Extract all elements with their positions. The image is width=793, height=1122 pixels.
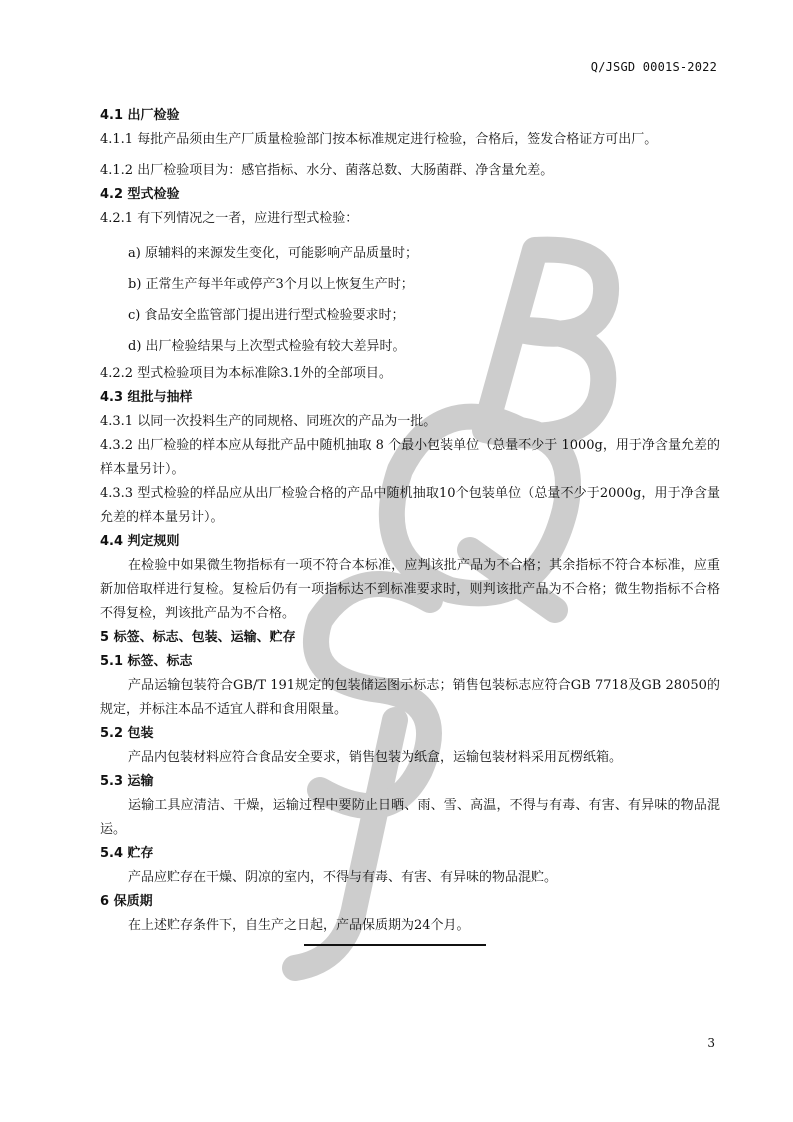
clause: 4.3.1 以同一次投料生产的同规格、同班次的产品为一批。 — [100, 414, 437, 429]
section-heading: 5.3 运输 — [100, 774, 154, 789]
list-item: d) 出厂检验结果与上次型式检验有较大差异时。 — [128, 339, 406, 354]
list-item: a) 原辅料的来源发生变化，可能影响产品质量时； — [128, 246, 418, 261]
paragraph: 产品应贮存在干燥、阴凉的室内，不得与有毒、有害、有异味的物品混贮。 — [128, 870, 558, 885]
paragraph: 运输工具应清洁、干燥，运输过程中要防止日晒、雨、雪、高温，不得与有毒、有害、有异味的物品混运。 — [100, 798, 720, 837]
paragraph: 产品内包装材料应符合食品安全要求，销售包装为纸盒，运输包装材料采用瓦楞纸箱。 — [128, 750, 623, 765]
paragraph: 在上述贮存条件下，自生产之日起，产品保质期为24个月。 — [128, 918, 470, 933]
section-heading: 4.4 判定规则 — [100, 534, 180, 549]
section-heading: 5.2 包装 — [100, 726, 154, 741]
section-heading: 4.1 出厂检验 — [100, 108, 180, 123]
clause: 4.2.1 有下列情况之一者，应进行型式检验： — [100, 211, 359, 226]
paragraph: 产品运输包装符合GB/T 191规定的包装储运图示标志；销售包装标志应符合GB 7718及GB 28050的规定，并标注本品不适宜人群和食用限量。 — [100, 678, 720, 717]
section-heading: 4.2 型式检验 — [100, 187, 180, 202]
list-item: c) 食品安全监管部门提出进行型式检验要求时； — [128, 308, 405, 323]
clause: 4.1.2 出厂检验项目为：感官指标、水分、菌落总数、大肠菌群、净含量允差。 — [100, 163, 554, 178]
clause: 4.2.2 型式检验项目为本标准除3.1外的全部项目。 — [100, 366, 392, 381]
page-number: 3 — [707, 1036, 715, 1050]
document-code: Q/JSGD 0001S-2022 — [590, 60, 717, 74]
section-heading: 6 保质期 — [100, 894, 153, 909]
section-heading: 5 标签、标志、包装、运输、贮存 — [100, 630, 296, 645]
paragraph: 在检验中如果微生物指标有一项不符合本标准，应判该批产品为不合格；其余指标不符合本标准，应重新加倍取样进行复检。复检后仍有一项指标达不到标准要求时，则判该批产品为不合格；微生物指标不合格不得复检，判该批产品为不合格。 — [100, 558, 720, 621]
clause: 4.3.3 型式检验的样品应从出厂检验合格的产品中随机抽取10个包装单位（总量不少于2000g，用于净含量允差的样本量另计）。 — [100, 486, 720, 525]
section-heading: 5.1 标签、标志 — [100, 654, 193, 669]
clause: 4.1.1 每批产品须由生产厂质量检验部门按本标准规定进行检验，合格后，签发合格证方可出厂。 — [100, 132, 658, 147]
document-body — [100, 104, 720, 938]
end-rule — [304, 944, 486, 946]
section-heading: 5.4 贮存 — [100, 846, 154, 861]
list-item: b) 正常生产每半年或停产3个月以上恢复生产时； — [128, 277, 414, 292]
section-heading: 4.3 组批与抽样 — [100, 390, 193, 405]
clause: 4.3.2 出厂检验的样本应从每批产品中随机抽取 8 个最小包装单位（总量不少于 1000g，用于净含量允差的样本量另计）。 — [100, 438, 720, 477]
